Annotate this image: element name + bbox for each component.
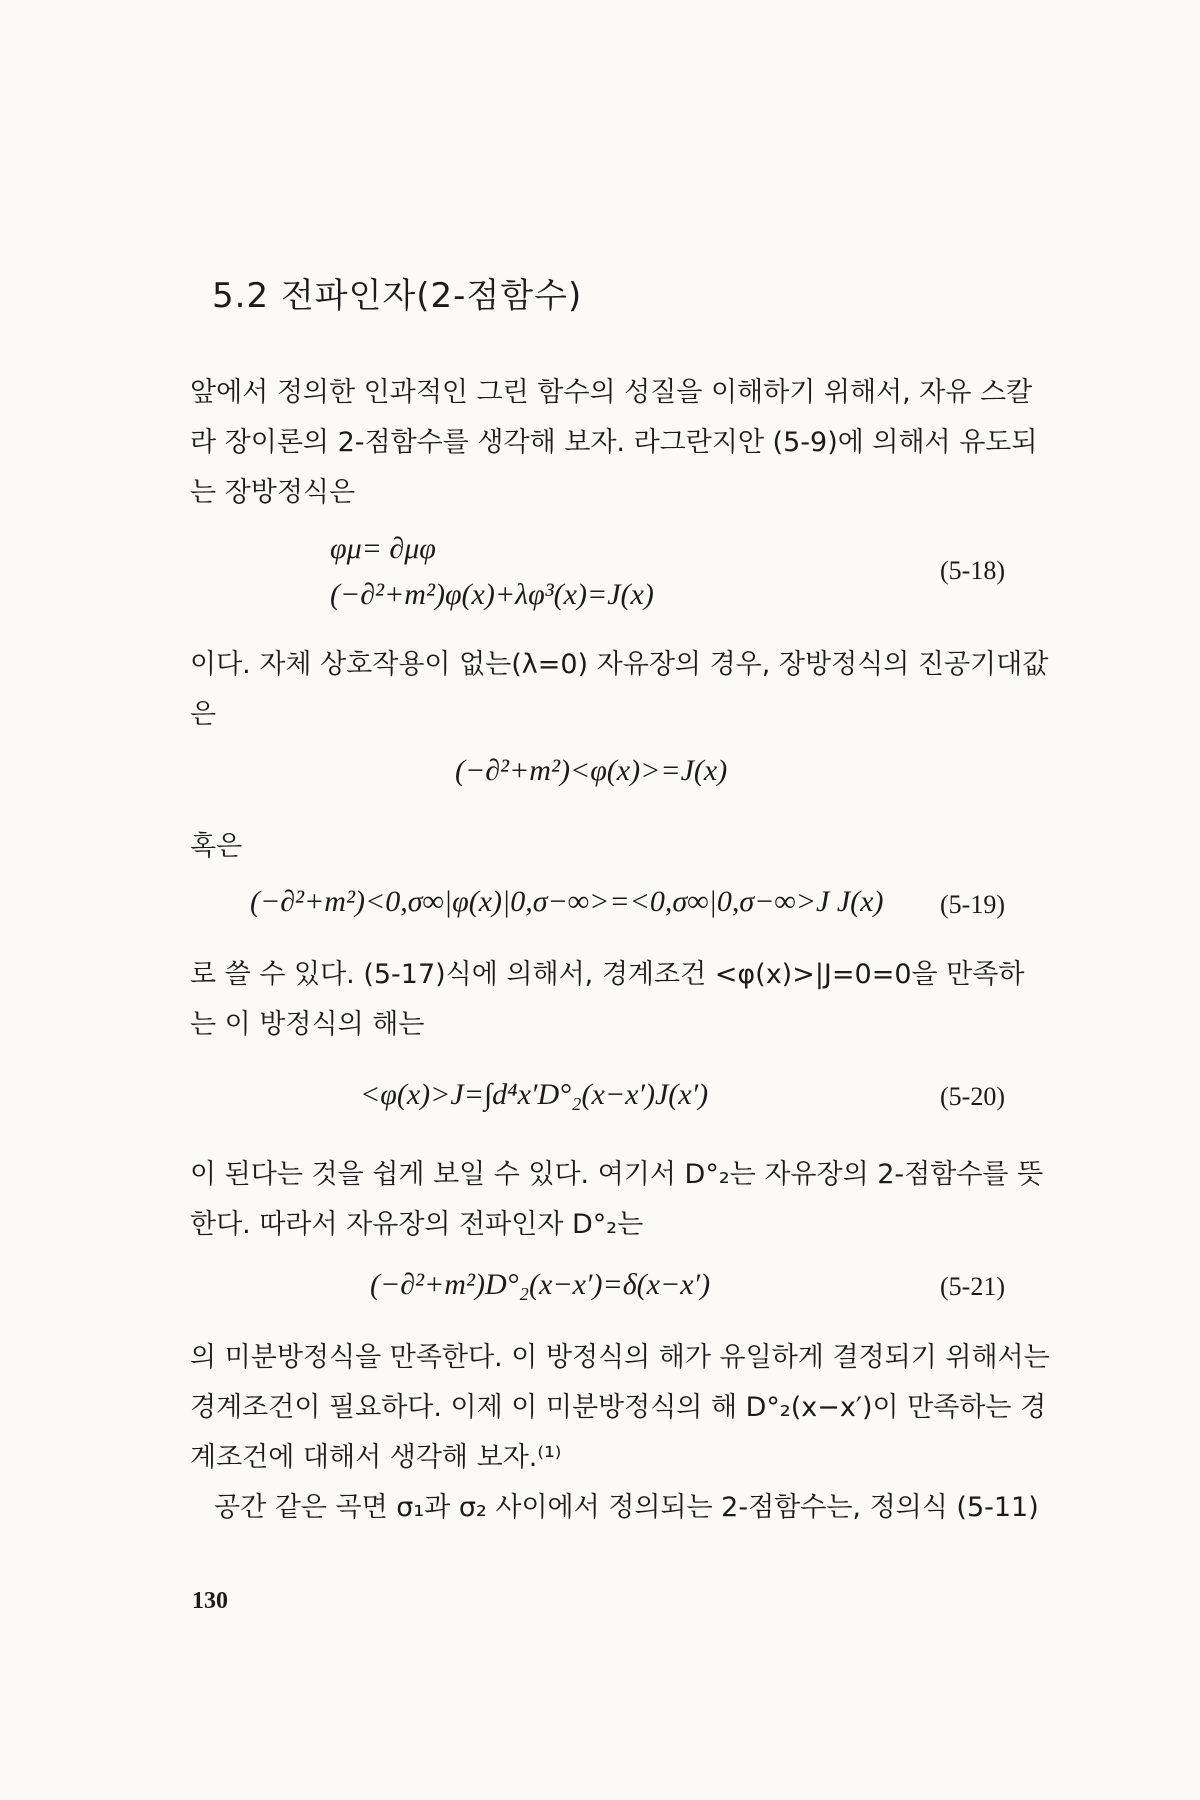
equation-5-19: (−∂²+m²)<0,σ∞|φ(x)|0,σ−∞>=<0,σ∞|0,σ−∞>J J(x)	[250, 885, 884, 918]
section-number: 5.2	[212, 276, 270, 316]
equation-5-18-line-2: (−∂²+m²)φ(x)+λφ³(x)=J(x)	[330, 578, 654, 611]
paragraph-2: 이다. 자체 상호작용이 없는(λ=0) 자유장의 경우, 장방정식의 진공기대값은	[190, 649, 1049, 730]
section-title-text: 전파인자(2-점함수)	[280, 276, 583, 316]
equation-number-5-21: (5-21)	[940, 1272, 1005, 1301]
paragraph-7: 공간 같은 곡면 σ₁과 σ₂ 사이에서 정의되는 2-점함수는, 정의식 (5-11)	[214, 1492, 1039, 1523]
section-heading	[212, 268, 582, 317]
paragraph-5: 이 된다는 것을 쉽게 보일 수 있다. 여기서 D°₂는 자유장의 2-점함수를 뜻한다. 따라서 자유장의 전파인자 D°₂는	[190, 1159, 1044, 1240]
paragraph-3: 혹은	[190, 831, 243, 862]
paragraph-1: 앞에서 정의한 인과적인 그린 함수의 성질을 이해하기 위해서, 자유 스칼라 장이론의 2-점함수를 생각해 보자. 라그란지안 (5-9)에 의해서 유도되는 장방정식은	[190, 377, 1038, 508]
equation-number-5-19: (5-19)	[940, 890, 1005, 919]
equation-number-5-18: (5-18)	[940, 556, 1005, 585]
page-number: 130	[192, 1588, 228, 1614]
equation-5-20: <φ(x)>J=∫d⁴x′D°₂(x−x′)J(x′)	[360, 1078, 709, 1111]
equation-5-18-line-1: φμ= ∂μφ	[330, 532, 436, 565]
equation-vacuum-expectation: (−∂²+m²)<φ(x)>=J(x)	[455, 754, 728, 787]
equation-5-21: (−∂²+m²)D°₂(x−x′)=δ(x−x′)	[370, 1268, 711, 1301]
paragraph-6: 의 미분방정식을 만족한다. 이 방정식의 해가 유일하게 결정되기 위해서는 경계조건이 필요하다. 이제 이 미분방정식의 해 D°₂(x−x′)이 만족하는 경계조건에 대해서 생각해 보자.⁽¹⁾	[190, 1342, 1050, 1473]
paragraph-4: 로 쓸 수 있다. (5-17)식에 의해서, 경계조건 <φ(x)>|J=0=0을 만족하는 이 방정식의 해는	[190, 959, 1025, 1040]
equation-number-5-20: (5-20)	[940, 1082, 1005, 1111]
